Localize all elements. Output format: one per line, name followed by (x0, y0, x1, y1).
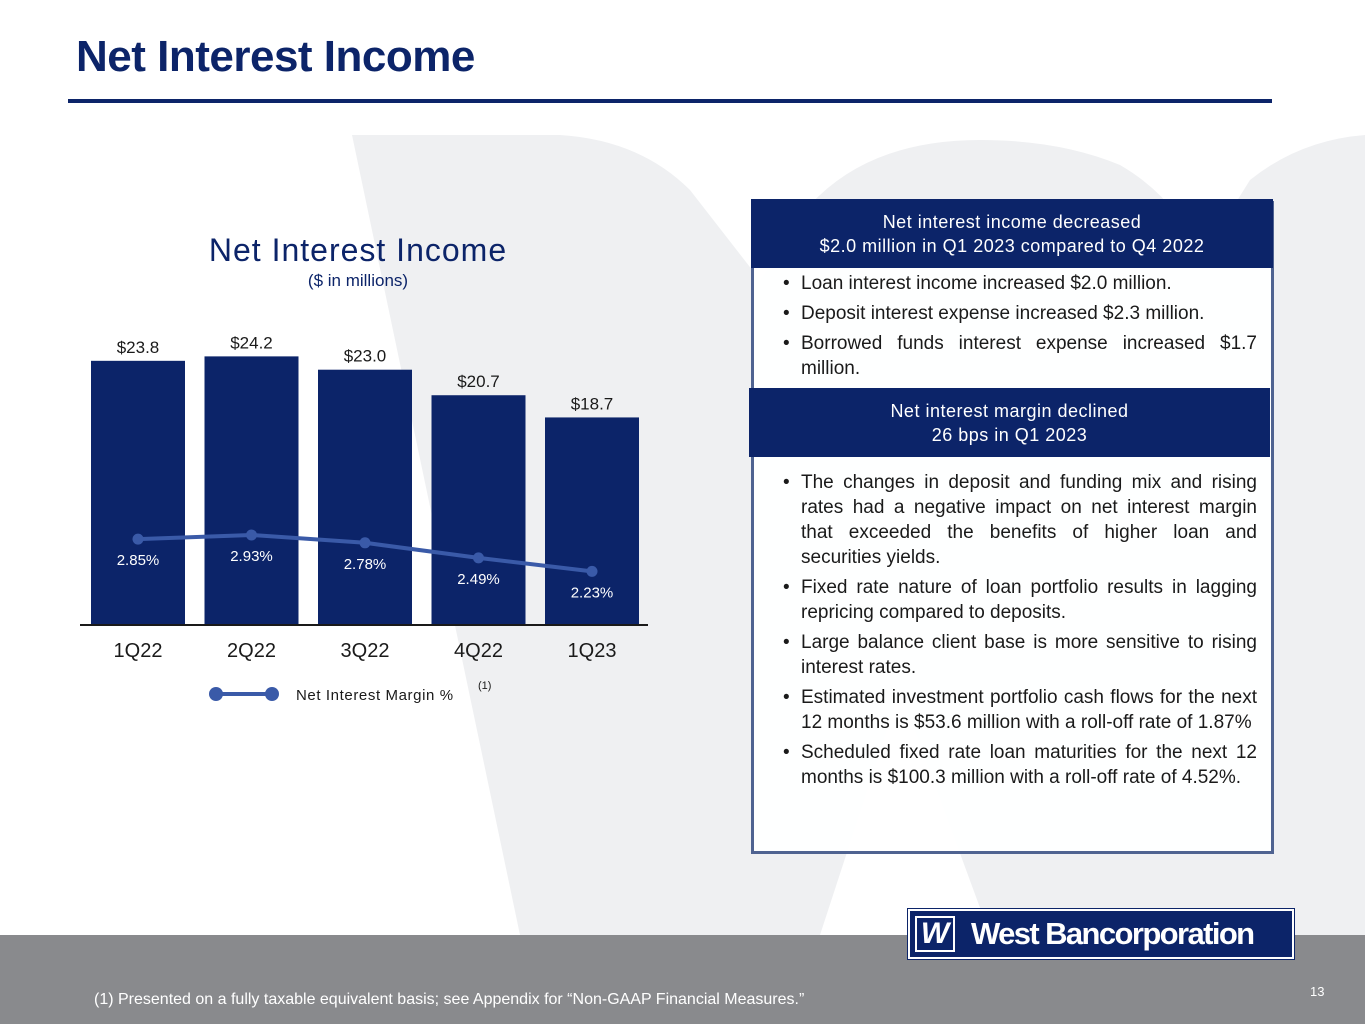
bullet-glyph: • (783, 273, 790, 294)
list-item (783, 331, 1257, 381)
bullet-text: Deposit interest expense increased $2.3 million. (801, 303, 1205, 324)
bullet-glyph: • (783, 742, 790, 763)
bar-value-label: $20.7 (457, 372, 500, 392)
bar-4q22 (432, 395, 526, 625)
panel-header-net-interest-income (751, 199, 1273, 268)
bullet-glyph: • (783, 632, 790, 653)
legend-footnote-marker: (1) (478, 680, 492, 692)
nim-point-4q22 (473, 552, 484, 563)
net-interest-income-chart (0, 0, 700, 720)
bar-1q22 (91, 361, 185, 625)
west-bancorporation-logo (908, 909, 1294, 959)
panel-header-net-interest-margin (749, 388, 1270, 457)
nim-value-label: 2.85% (116, 552, 160, 570)
footnote: (1) Presented on a fully taxable equivalent basis; see Appendix for “Non-GAAP Financial Measures.” (94, 991, 805, 1008)
nim-value-label: 2.23% (570, 584, 614, 602)
panel-header-1-line-1: Net interest income decreased (882, 211, 1142, 232)
nim-value-label: 2.78% (343, 555, 387, 573)
page-number: 13 (1310, 984, 1325, 999)
chart-title: Net Interest Income (208, 232, 508, 268)
bar-2q22 (205, 356, 299, 625)
bullet-text: The changes in deposit and funding mix and rising rates had a negative impact on net interest margin that exceeded the benefits of higher loan and securities yields. (801, 472, 1257, 568)
panel-header-2-line-1: Net interest margin declined (890, 400, 1129, 421)
list-item (783, 301, 1257, 326)
slide-title: Net Interest Income (76, 32, 475, 81)
bullet-glyph: • (783, 472, 790, 493)
income-bullet-list (783, 271, 1257, 386)
bullet-text: Scheduled fixed rate loan maturities for the next 12 months is $100.3 million with a roll-off rate of 4.52%. (801, 742, 1257, 788)
logo-mark-icon: W (915, 916, 955, 952)
nim-point-2q22 (246, 530, 257, 541)
category-label: 1Q22 (113, 640, 163, 662)
bar-value-label: $23.8 (116, 337, 160, 357)
nim-point-1q23 (587, 566, 598, 577)
list-item (783, 271, 1257, 296)
panel-header-2-line-2: 26 bps in Q1 2023 (931, 424, 1088, 445)
logo-text: West Bancorporation (971, 916, 1254, 951)
nim-point-1q22 (133, 534, 144, 545)
list-item (783, 740, 1257, 790)
bullet-glyph: • (783, 303, 790, 324)
margin-bullet-list (783, 470, 1257, 795)
bullet-text: Loan interest income increased $2.0 million. (801, 273, 1172, 294)
bullet-text: Borrowed funds interest expense increased $1.7 million. (801, 333, 1257, 379)
category-label: 2Q22 (227, 640, 276, 662)
panel-header-1-line-2: $2.0 million in Q1 2023 compared to Q4 2022 (819, 235, 1205, 256)
bar-value-label: $24.2 (230, 333, 273, 353)
nim-value-label: 2.49% (457, 570, 500, 588)
legend-marker-right (265, 687, 279, 701)
legend-label: Net Interest Margin % (296, 687, 454, 704)
bar-value-label: $23.0 (343, 346, 387, 366)
chart-subtitle: ($ in millions) (307, 271, 409, 290)
legend-marker-left (209, 687, 223, 701)
bullet-text: Estimated investment portfolio cash flows for the next 12 months is $53.6 million with a roll-off rate of 1.87% (801, 687, 1257, 733)
list-item (783, 685, 1257, 735)
list-item (783, 575, 1257, 625)
list-item (783, 630, 1257, 680)
bar-value-label: $18.7 (570, 394, 614, 414)
category-label: 3Q22 (340, 640, 390, 662)
bar-3q22 (318, 370, 412, 625)
category-label: 1Q23 (567, 640, 617, 662)
list-item (783, 470, 1257, 570)
bullet-glyph: • (783, 333, 790, 354)
nim-value-label: 2.93% (230, 548, 273, 565)
bullet-glyph: • (783, 577, 790, 598)
bullet-text: Large balance client base is more sensitive to rising interest rates. (801, 632, 1257, 678)
category-label: 4Q22 (454, 640, 503, 662)
bullet-text: Fixed rate nature of loan portfolio results in lagging repricing compared to deposits. (801, 577, 1257, 623)
bullet-glyph: • (783, 687, 790, 708)
nim-point-3q22 (360, 537, 371, 548)
